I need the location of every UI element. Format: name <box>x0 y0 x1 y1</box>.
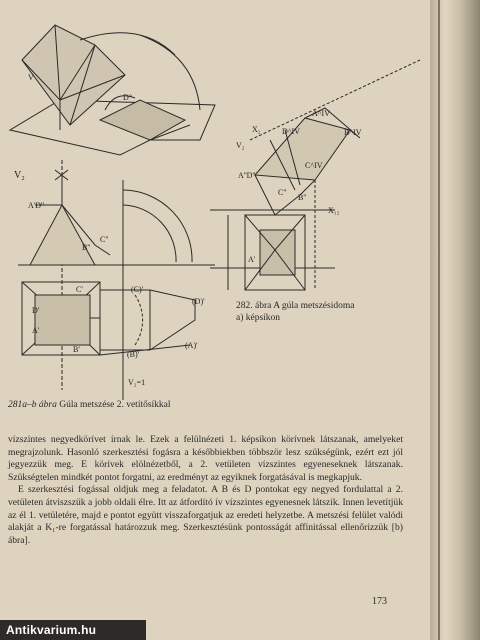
label-v2: V₂ <box>14 170 25 181</box>
label-bprime: B' <box>73 345 80 354</box>
page-number: 173 <box>372 596 387 607</box>
label-c-paren: (C)' <box>131 285 144 294</box>
label-a1-right: A' <box>248 255 256 264</box>
left-figure-caption <box>8 399 171 411</box>
label-a-paren: (A)' <box>185 341 198 350</box>
label-ad-right: A''D'' <box>238 171 256 180</box>
label-x12: X₁₂ <box>328 206 340 215</box>
right-figure-caption <box>236 300 354 324</box>
label-d0: D° <box>123 93 132 102</box>
label-b-paren: (B)' <box>127 350 140 359</box>
label-cprime: C' <box>76 285 83 294</box>
right-caption-line1: 282. ábra A gúla metszésidoma <box>236 301 355 311</box>
paragraph-1: vízszintes negyedkörívet írnak le. Ezek a felülnézeti 1. képsíkon körívnek látszanak, amelyeket megrajzolunk. Hasonló szerkesztési fogásra a későbbiekben többször lesz szükségünk, ezért ezt jól jegyezzük meg. E körívek elölnézetből, a 2. vetületen vízszintes egyeneseknek látszanak. Szükségtelen mindkét pontot forgatni, az eredményt az egyiknek forgatásával is megkapjuk. <box>8 434 403 483</box>
label-biv: B^IV <box>344 128 362 137</box>
left-orthographic-drawing <box>18 160 215 400</box>
label-civ: C^IV <box>305 161 323 170</box>
label-b-right: B'' <box>298 193 307 202</box>
label-v2-right: V₂ <box>236 141 245 150</box>
label-ad: A'D'' <box>28 201 44 210</box>
body-text <box>8 434 403 547</box>
watermark-logo: Antikvarium.hu <box>0 620 146 640</box>
label-v: V <box>28 73 34 82</box>
right-caption-line2: a) képsíkon <box>236 313 281 323</box>
label-d-paren: (D)' <box>192 297 205 306</box>
label-dprime: D' <box>32 306 40 315</box>
label-div: D^IV <box>282 127 300 136</box>
left-caption-number: 281a–b ábra <box>8 400 57 410</box>
label-c-right: C'' <box>278 188 287 197</box>
label-x2-right: X₂ <box>252 125 261 134</box>
book-binding <box>430 0 480 640</box>
binding-edge <box>438 0 440 640</box>
paragraph-2: E szerkesztési fogással oldjuk meg a feladatot. A B és D pontokat egy negyed fordulattal a 2. vetületen átviszszük a jobb oldali élre. Itt az átfordító ív vízszintes egyenesnek látszik. Innen levetítjük az él 1. vetületére, majd e pontot együtt visszaforgatjuk az eredeti helyzetbe. A metszési felület valódi alakját a K₁-re forgatással határozzuk meg. Szerkesztésünk pontosságát affinitással ellenőrizzük [b) ábra]. <box>8 484 403 546</box>
label-c2: C'' <box>100 235 109 244</box>
label-aiv: A^IV <box>312 109 330 118</box>
label-b2: B'' <box>82 243 91 252</box>
left-caption-text: Gúla metszése 2. vetítősíkkal <box>59 400 171 410</box>
perspective-drawing <box>10 25 215 155</box>
label-v1: V₂=1 <box>128 378 146 387</box>
label-aprime: A' <box>32 326 40 335</box>
